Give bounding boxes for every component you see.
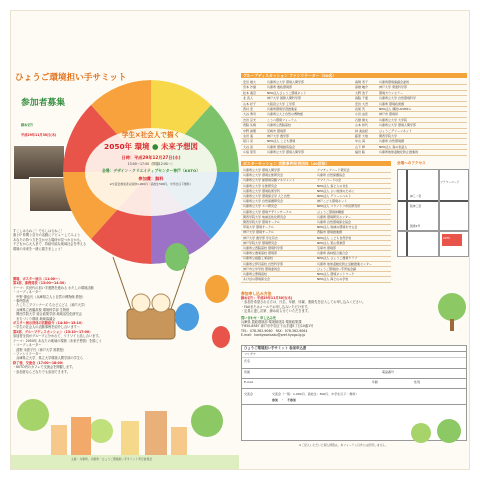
poster-group-name: NPO法人 環境ネットワーク (317, 272, 355, 276)
poster-group-name: 神戸大学 環境サークル (243, 230, 274, 235)
bottom-trees (409, 419, 469, 449)
facilitator-affiliation: 尼崎市 環境部 (267, 128, 286, 133)
summit-title: ひょうご環境担い手サミット (15, 73, 127, 83)
poster-group-name: 兵庫県立大学 環境人間学部 (243, 168, 280, 172)
form-name-field[interactable] (268, 358, 378, 367)
facilitator-affiliation: 兵庫県立大学 大学院 (379, 117, 407, 122)
facilitator-name: 石橋 健太 (355, 117, 368, 122)
event-title: 2050年 環境 ● 未来予想図 (104, 142, 198, 151)
poster-group-name: NPO法人 グリーンベルト (317, 194, 352, 198)
poster-group-name: アマミバードの会 (317, 178, 342, 183)
facilitator-name: 福田 聡 (355, 150, 365, 155)
poster-group-name: アマチュアバード研究会 (317, 168, 350, 172)
event-info (85, 129, 217, 186)
opening-line: 開場、ポスター展示（11:00～） (13, 277, 62, 281)
facilitator-name: 小島 里奈 (243, 150, 256, 155)
facilitator-affiliation: 兵庫県立大学 自然環境科学 (379, 96, 416, 101)
facilitator-name: 山本 和代 (355, 123, 368, 128)
facilitator-affiliation: こうべ環境フォーラム (267, 117, 297, 122)
facilitator-affiliation: ひょうごグリーンネット (379, 128, 412, 133)
organizer-credit: 主催：兵庫県、兵庫県・ひょうご環境担い手サミット実行委員会 (71, 457, 153, 461)
poster-section (241, 161, 391, 285)
map-label-kiito: KIITO (443, 236, 451, 240)
form-age-field[interactable] (384, 379, 410, 387)
poster-group-name: NPO法人 よい地球のために (317, 188, 355, 193)
poster-group-name: あけぼの環境保全会 (243, 277, 271, 282)
facilitator-affiliation: 兵庫県 環境政策課 (379, 101, 404, 106)
poster-table (241, 168, 391, 284)
poster-group-name: NPO法人 地域の環境を守る会 (317, 225, 358, 230)
facilitator-affiliation: 兵庫県環境審議会委員 (379, 80, 410, 84)
poster-group-name: 兵庫県 自然保護協会 (317, 173, 345, 178)
form-email-field[interactable] (268, 379, 368, 387)
access-section (397, 161, 467, 257)
facilitator-name: 長尾 茂 (355, 107, 365, 111)
event-time: 13:00～17:00（開場12:00～） (127, 162, 175, 166)
poster-group-name: 兵庫県立伊丹高校 自然科学部 (243, 261, 283, 266)
map-label-flower: フラワーロード (440, 180, 460, 184)
poster-group-name: 兵庫県 森林組合連合会 (317, 251, 348, 256)
poster-group-name: NPO法人 ひょうご農業クラブ (317, 256, 358, 261)
facilitator-affiliation: NPO法人 こども環境 (267, 139, 296, 144)
contact-email[interactable]: E-mail：kankyoseisaku@pref.hyogo.lg.jp (241, 333, 306, 338)
apply-title: 参加申し込み方法 (241, 291, 272, 296)
poster-group-name: 兵庫県立農業高校 環境部 (243, 251, 277, 256)
facilitator-name: 西脇 弘樹 (243, 123, 256, 128)
poster-group-name: NPO法人 森と人の共生 (317, 183, 349, 188)
facilitator-name: 山本 好子 (243, 101, 256, 106)
form-email-label: E-mail (244, 380, 254, 384)
form-name-label: 氏名 (244, 359, 251, 363)
facilitator-affiliation: 兵庫県立西脇高校 (267, 123, 292, 128)
facilitator-affiliation: 兵庫県地球温暖化防止推進員 (379, 150, 419, 155)
poster-row (241, 277, 391, 282)
form-attend-choice[interactable]: 参加 ・ 不参加 (272, 398, 297, 402)
poster-group-name: 兵庫県立大学 環境生態研究会 (243, 173, 283, 178)
facilitator-name: 大谷 晃 (243, 144, 253, 149)
facilitator-affiliation: 神戸大学 国際人間科学部 (267, 96, 301, 101)
deadline-date: 平成29年11月30日(木) (21, 133, 57, 137)
facilitator-name: 森岡 寿子 (355, 80, 368, 84)
facilitator-name: 林 美由紀 (355, 128, 368, 133)
facilitator-name: 小田 由佳 (355, 112, 368, 117)
facilitator-table (241, 80, 467, 158)
facilitator-name: 西村 恵 (243, 107, 253, 111)
facilitator-name: 松本 義章 (243, 90, 256, 95)
poster-group-name: 兵庫県立豊岡高校 (243, 272, 268, 276)
facilitator-name: 中山 真 (355, 139, 365, 144)
poster-group-name: 兵庫県立大学 緑環境景観マネジメント (243, 178, 295, 183)
map-label-jr: JR三ノ宮 (410, 194, 422, 198)
facilitator-affiliation: 兵庫県 自然環境課 (379, 139, 404, 144)
party-heading: 終了後、交流会（17:00～18:00） (13, 360, 66, 365)
poster-group-name: 関西学院大学 環境サークル (243, 220, 280, 224)
facilitator-affiliation: NPO法人 棚田LOVER's (379, 107, 411, 111)
facilitator-name: 宮本 沙織 (243, 85, 256, 90)
form-gender-label: 性別 (414, 380, 421, 384)
application-section: 参加申し込み方法 締め切り：平成29年11月30日(木) ・参加を希望される方は、氏名、年齢、所属、連絡先を記入してお申し込みください。 ・FAXまたはメールでお申し込みいただけます。 ・定員に達し次第、締め切らせていただきます。 問い合わせ・申し込み先 兵庫県 農政環境部 環境創造局 環境政策課 〒650-8567 神戸市中央区下山手通5丁目10番1号 TEL：078-362-9060 FAX：078-362-9064 E-mail：kankyoseisaku@pref.hyogo.lg.jp (241, 291, 441, 338)
globe-icon: ● (151, 142, 159, 151)
poster-group-name: 宝塚市 環境部 (317, 246, 336, 250)
facilitator-affiliation: 兵庫県立大学 環境人間学部 (379, 123, 416, 128)
facilitator-affiliation: 関西学院大学 (379, 134, 398, 138)
intro-text: すこしはるねこ！でもしはるねこ！ 誰と⁉ 仲間と自分の活動にデビューしてみよう あなたの持つ力を生かせる場所が見つかるかも。 子どもから大人まで、持続可能な地域社会を考える 環境の未来を一緒に描きましょう！ (13, 229, 87, 251)
poster-title: ポスターセッション 活動事例発表団体（40団体） (243, 161, 330, 166)
facilitator-affiliation: 神戸大学 発達科学部 (379, 85, 407, 90)
form-furigana-field[interactable] (268, 352, 378, 356)
poster-group-name: 甲南大学 環境サークル (243, 225, 274, 230)
event-venue: 会場：デザイン・クリエイティブセンター神戸（KIITO） (101, 168, 201, 173)
facilitator-name: 中野 眞理 (243, 128, 256, 133)
poster-group-name: ひょうご環境担い手育成会議 (317, 266, 357, 271)
poster-group-name: 神戸市立中学校 環境委員会 (243, 266, 280, 271)
form-header: ひょうご環境担い手サミット 参加申込書 (244, 346, 307, 350)
facilitator-name: 吉田 宗夫 (243, 117, 256, 122)
access-title: 会場へのアクセス (397, 161, 426, 165)
facilitator-affiliation: NPO法人ひょうご環境ネット (267, 90, 307, 95)
map-label-hanshin: 阪神三宮 (410, 204, 422, 208)
facilitator-name: 永田 遥 (243, 134, 253, 138)
poster-group-name: NPO法人 海と山の学校 (317, 277, 349, 282)
poster-group-name: 兵庫県 地球温暖化防止活動推進センター (317, 261, 372, 266)
form-gender-field[interactable] (428, 379, 464, 387)
facilitator-affiliation: 兵庫県立人と自然の博物館 (267, 112, 304, 117)
facilitator-name: 高橋 峻介 (355, 85, 368, 90)
contact-org: 兵庫県 農政環境部 環境創造局 環境政策課 (241, 320, 302, 325)
event-fee: 参加費：無料 (138, 176, 164, 181)
facilitator-section (241, 73, 467, 159)
poster-group-name: 神戸こども環境ネット (317, 199, 348, 204)
poster-group-name: NPO法人 里山倶楽部 (317, 240, 346, 245)
form-phone-field[interactable] (402, 369, 464, 377)
facilitator-row (241, 150, 467, 155)
right-column (239, 11, 470, 470)
facilitator-name: 坂口 亮 (243, 139, 253, 144)
poster-group-name: 兵庫県立大学 生態研究会 (243, 183, 277, 188)
facilitator-affiliation: 兵庫県 農政環境部 (267, 85, 292, 90)
poster-group-name: 西脇市 環境推進課 (317, 230, 342, 235)
poster-group-name: 兵庫県立姫路工業高校 (243, 256, 274, 261)
form-party-fee: 交流会（一般：1,000円、高校生：500円、中学生以下：無料） (272, 392, 359, 396)
contact-label: 問い合わせ・申し込み先 (241, 315, 277, 320)
facilitator-affiliation: 兵庫県 環境創造協会 (267, 144, 295, 149)
poster-group-name: 兵庫県立大学 環境デザインサークル (243, 209, 292, 214)
part1-heading: 第1部、事例発表（13:00～14:30） (13, 281, 68, 286)
apply-deadline: 締め切り：平成29年11月30日(木) (241, 296, 293, 300)
facilitator-name: 安田 大吾 (355, 101, 368, 106)
facilitator-name: 大谷 勇司 (243, 112, 256, 117)
form-phone-label: 電話番号 (382, 370, 395, 374)
facilitator-name: 藤原 大地 (355, 134, 368, 138)
poster-group-name: NPO法人 コウノトリ市民研究所 (317, 204, 361, 209)
poster-group-name: 関西学院大学 地域活性化研究会 (243, 214, 286, 219)
facilitator-affiliation: 大阪府立大学 工学部 (267, 101, 295, 106)
map-label-route2: 国道2号 (410, 224, 421, 228)
poster-group-name: 兵庫県立大学 自然保護研究会 (243, 199, 283, 204)
facilitator-affiliation: 兵庫県立大学 環境人間学部 (267, 80, 304, 84)
facilitator-affiliation: NPO法人 森の世話人 (379, 144, 408, 149)
facilitator-affiliation: 環境カウンセラー (379, 90, 404, 95)
small-balloons (161, 237, 239, 357)
poster-group-name: 兵庫県立大学 環境政策学科 (243, 188, 280, 193)
facilitator-affiliation: 神戸市 環境局 (379, 112, 398, 117)
facilitator-name: 北 直人 (243, 96, 253, 101)
facilitator-name: 山下 修 (355, 144, 365, 149)
event-catch: 学生×社会人で描く (121, 131, 181, 139)
facilitator-affiliation: 兵庫県環境学習推進室 (267, 107, 298, 111)
privacy-note: ※ご記入いただいた個人情報は、本フォーラム以外には使用しません。 (299, 443, 389, 447)
event-date: 日時：平成29年12月27日(水) (121, 155, 181, 160)
deadline-label: 締め切り (21, 123, 34, 127)
poster-group-name: NPO法人 こども自然学校 (317, 235, 352, 240)
form-affiliation-field[interactable] (268, 369, 378, 377)
poster-group-name: 神戸学院大学 環境研究会 (243, 240, 277, 245)
facilitator-name: 安田 雄大 (243, 80, 256, 84)
access-map (397, 169, 469, 257)
event-fee-note: ※交流会参加者は別途1,000円（高校生500円、中学生以下無料） (109, 182, 193, 186)
facilitator-affiliation: 神戸大学 農学部 (267, 134, 289, 138)
facilitator-title: グループディスカッション ファシリテーター（30名） (243, 73, 337, 78)
form-furigana-label: フリガナ (244, 352, 256, 356)
poster-group-name: 兵庫県立大学 エコ研究会 (243, 204, 277, 209)
left-column (11, 11, 239, 470)
part2-heading: 第2部、グループディスカッション（15:10～17:00） (13, 329, 93, 334)
poster-group-name: 兵庫県立西脇高校 環境科学部 (243, 246, 283, 250)
poster-group-name: 兵庫県 自然環境保全協会 (317, 220, 351, 224)
poster-group-name: 兵庫県立大学 環境保全学 人と自然 (243, 194, 290, 198)
recruit-heading: 参加者募集 (21, 98, 65, 108)
form-affiliation-label: 所属 (244, 370, 251, 374)
poster-group-name: 兵庫県 環境研究センター (317, 214, 351, 219)
poster-heading: ポスター展示団体の活動紹介（14:30～15:10） (13, 321, 85, 326)
flyer-page (10, 10, 470, 470)
program: 開場、ポスター展示（11:00～） 第1部、事例発表（13:00～14:30） テーマ：次世代の担い手連携を進める わたしの環境活動 ・コーディネーター 中野 慎也氏（兵庫県立人と自然の博物館 教授） ・事例発表 たこたこプランナーズ ちむどんどん（神戸大学） 兵庫県立西脇高校 環境科学部 生物班 関西学院大学 総合政策学部 地域活性化研究会 まちづくり環境 地域協議会 ポスター展示団体の活動紹介（14:30～15:10） ～学生の社会人の活動事例を紹介し合います～ 第2部、グループディスカッション（15:10～17:00） 参加者全員がグループに分かれて、ワイワイと話し合います。 テーマ：2050年 あなたの地域の環境（未来予想図）を描こう ・コーディネーター 清野 未恵子氏（神戸大学 准教授） ・ファシリテーター 兵庫県立大学、県立大学環境人間学部の学生ら 終了後、交流会（17:00～18:00） ・KIITO内のカフェで交流会を開催します。 ・参加者ならどなたでも参加できます。 (13, 277, 105, 374)
poster-group-name: ひょうご環境体験館 (317, 209, 345, 214)
form-age-label: 年齢 (372, 380, 379, 384)
facilitator-affiliation: 兵庫県立大学 環境人間学部 (267, 150, 304, 155)
contact-tel: TEL：078-362-9060 FAX：078-362-9064 (241, 328, 308, 333)
facilitator-name: 森脇 千夏 (355, 96, 368, 101)
facilitator-name: 大野 浩子 (355, 90, 368, 95)
event-photo-1 (13, 145, 65, 180)
poster-group-name: 神戸大学 農学部 学生有志 (243, 235, 278, 240)
contact-address: 〒650-8567 神戸市中央区下山手通5丁目10番1号 (241, 324, 314, 329)
form-party-label: 交流会 (244, 392, 254, 396)
